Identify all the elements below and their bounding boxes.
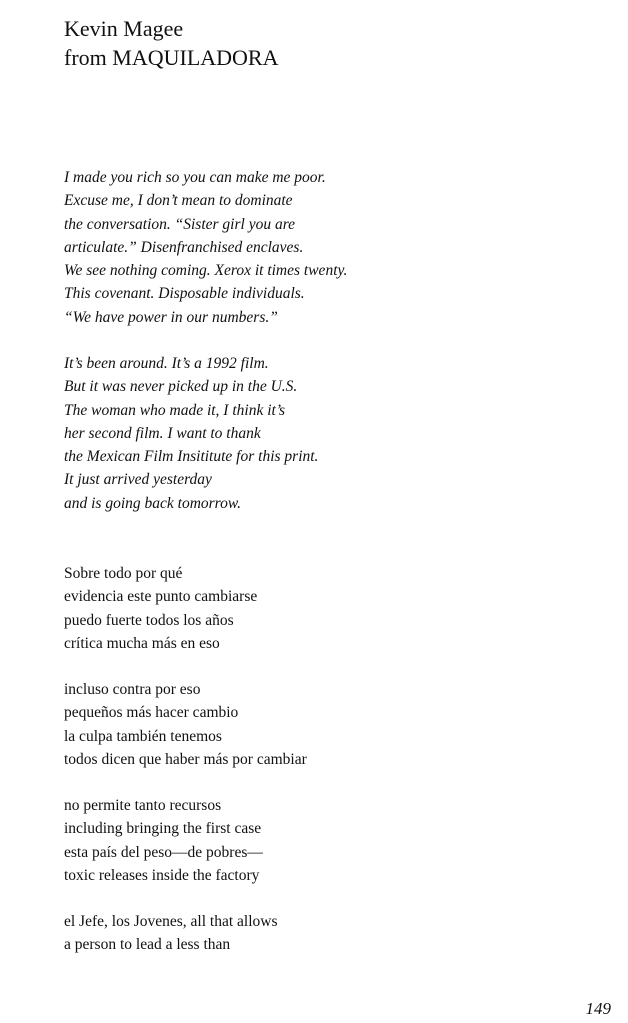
poem-line: “We have power in our numbers.” — [64, 308, 278, 326]
poem-line: including bringing the first case — [64, 820, 262, 838]
poem-line: I made you rich so you can make me poor. — [64, 169, 326, 186]
poem-line: evidencia este punto cambiarse — [64, 588, 258, 606]
poem-line: the conversation. “Sister girl you are — [64, 215, 296, 233]
page-number: 149 — [585, 999, 611, 1018]
poem-line: But it was never picked up in the U.S. — [64, 378, 298, 396]
poem-title: from MAQUILADORA — [64, 45, 279, 70]
poem-line: It just arrived yesterday — [64, 471, 212, 489]
poem-line: the Mexican Film Insititute for this print. — [64, 448, 319, 466]
poem-line: puedo fuerte todos los años — [64, 611, 234, 629]
poem-line: pequeños más hacer cambio — [64, 704, 239, 722]
stanza-3 — [64, 562, 257, 655]
poem-line: la culpa también tenemos — [64, 727, 222, 745]
poem-line: todos dicen que haber más por cambiar — [64, 750, 307, 768]
poem-line: a person to lead a less than — [64, 936, 231, 954]
stanza-5 — [64, 794, 263, 887]
poem-line: el Jefe, los Jovenes, all that allows — [64, 913, 278, 930]
page-header — [64, 14, 278, 72]
poem-line: her second film. I want to thank — [64, 424, 261, 442]
poem-line: esta país del peso—de pobres— — [64, 843, 263, 861]
poem-line: articulate.” Disenfranchised enclaves. — [64, 238, 304, 256]
stanza-6 — [64, 910, 278, 957]
poem-line: We see nothing coming. Xerox it times twenty. — [64, 262, 348, 280]
stanza-1 — [64, 166, 347, 329]
poem-line: toxic releases inside the factory — [64, 866, 260, 884]
author-name: Kevin Magee — [64, 16, 184, 41]
stanza-2 — [64, 352, 318, 515]
stanza-4 — [64, 678, 307, 771]
poem-line: Excuse me, I don’t mean to dominate — [64, 192, 293, 210]
poem-line: It’s been around. It’s a 1992 film. — [64, 355, 269, 372]
poem-line: crítica mucha más en eso — [64, 634, 220, 652]
poem-line: This covenant. Disposable individuals. — [64, 285, 305, 303]
poem-line: Sobre todo por qué — [64, 565, 183, 582]
poem-line: no permite tanto recursos — [64, 797, 222, 814]
poem-line: The woman who made it, I think it’s — [64, 401, 286, 419]
poem-line: incluso contra por eso — [64, 681, 201, 698]
poem-line: and is going back tomorrow. — [64, 494, 241, 512]
